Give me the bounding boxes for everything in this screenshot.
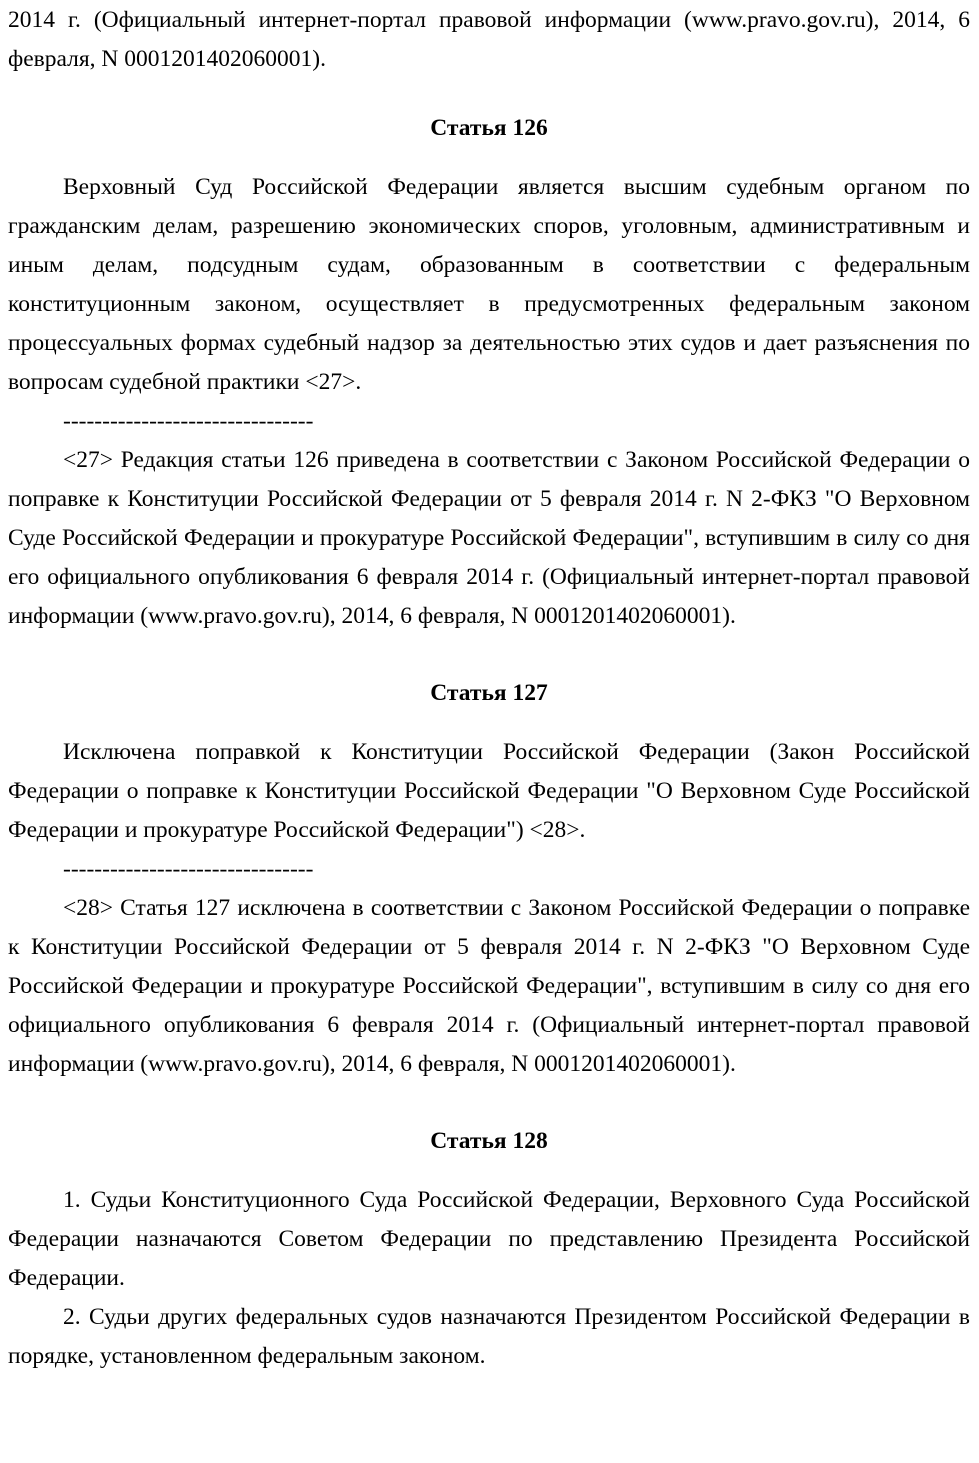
article-127-heading: Статья 127 <box>430 680 548 706</box>
top-fragment-text: 2014 г. (Официальный интернет-портал правовой информации (www.pravo.gov.ru), 2014, 6 февраля, N 0001201402060001). <box>8 7 970 72</box>
footnote-28: <28> Статья 127 исключена в соответствии с Законом Российской Федерации о поправке к Конституции Российской Федерации от 5 февраля 2014 г. N 2-ФКЗ "О Верховном Суде Российской Федерации и прокуратуре Российской Федерации", вступившим в силу со дня его официального опубликования 6 февраля 2014 г. (Официальный интернет-портал правовой информации (www.pravo.gov.ru), 2014, 6 февраля, N 0001201402060001). <box>8 895 970 1077</box>
article-126-heading: Статья 126 <box>430 115 548 141</box>
footnote-separator: -------------------------------- <box>63 408 314 434</box>
article-126-text: Верховный Суд Российской Федерации является высшим судебным органом по гражданским делам, разрешению экономических споров, уголовным, административным и иным делам, подсудным судам, образованным в соответствии с федеральным конституционным законом, осуществляет в предусмотренных федеральным законом процессуальных формах судебный надзор за деятельностью этих судов и дает разъяснения по вопросам судебной практики <27>. <box>8 174 970 395</box>
article-128-heading: Статья 128 <box>430 1128 548 1154</box>
document-page <box>8 0 970 1376</box>
article-128-item-1: 1. Судьи Конституционного Суда Российской Федерации, Верховного Суда Российской Федерации назначаются Советом Федерации по представлению Президента Российской Федерации. <box>8 1187 970 1291</box>
article-128-item-2: 2. Судьи других федеральных судов назначаются Президентом Российской Федерации в порядке, установленном федеральным законом. <box>8 1304 970 1369</box>
article-127-text: Исключена поправкой к Конституции Российской Федерации (Закон Российской Федерации о поправке к Конституции Российской Федерации "О Верховном Суде Российской Федерации и прокуратуре Российской Федерации") <28>. <box>8 739 970 843</box>
footnote-27: <27> Редакция статьи 126 приведена в соответствии с Законом Российской Федерации о поправке к Конституции Российской Федерации от 5 февраля 2014 г. N 2-ФКЗ "О Верховном Суде Российской Федерации и прокуратуре Российской Федерации", вступившим в силу со дня его официального опубликования 6 февраля 2014 г. (Официальный интернет-портал правовой информации (www.pravo.gov.ru), 2014, 6 февраля, N 0001201402060001). <box>8 447 970 629</box>
footnote-separator: -------------------------------- <box>63 856 314 882</box>
